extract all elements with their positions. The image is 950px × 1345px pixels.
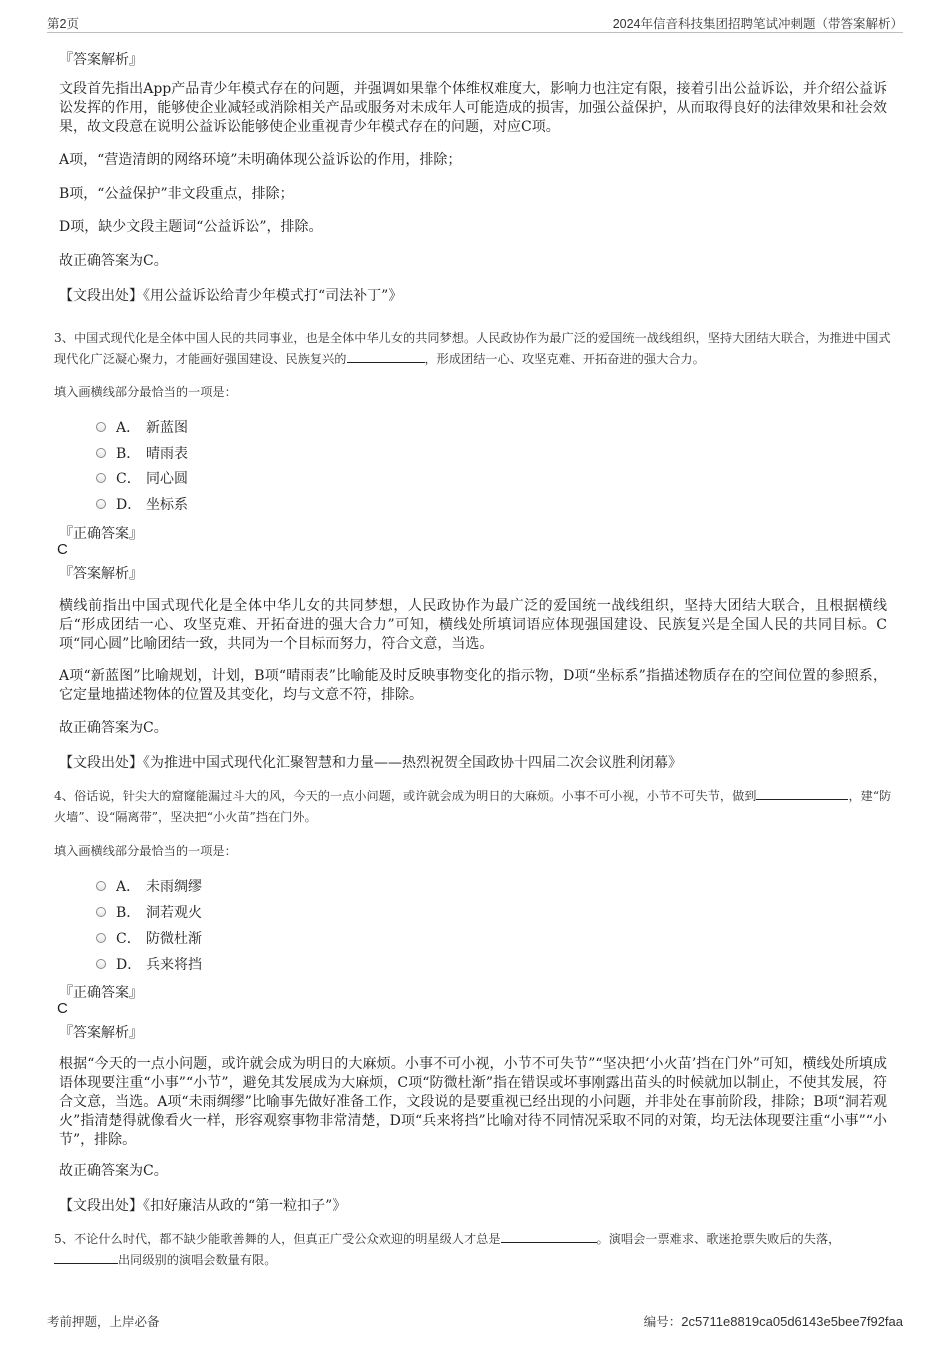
question-stem: 4、俗话说，针尖大的窟窿能漏过斗大的风，今天的一点小问题，或许就会成为明日的大麻烦。小事不可小视，小节不可失节，做到 ，建“防火墙”、设“隔离带”，坚决把“小火苗”挡在门外。	[54, 786, 894, 828]
page-number: 第2页	[47, 17, 79, 31]
radio-icon[interactable]	[96, 473, 106, 483]
analysis-paragraph: 根据“今天的一点小问题，或许就会成为明日的大麻烦。小事不可小视，小节不可失节”“坚决把‘小火苗’挡在门外”可知，横线处所填成语体现要注重“小事”“小节”，避免其发展成为大麻烦，C项“防微杜渐”指在错误或坏事刚露出苗头的时候就加以制止，不使其发展，符合文意，当选。A项“未雨绸缪”比喻事先做好准备工作，文段说的是要重视已经出现的小问题，并非处在事前阶段，排除；B项“洞若观火”指清楚得就像看火一样，形容观察事物非常清楚，D项“兵来将挡”比喻对待不同情况采取不同的对策，均无法体现要注重“小事”“小节”，排除。	[59, 1056, 887, 1148]
analysis-paragraph: 文段首先指出App产品青少年模式存在的问题，并强调如果靠个体维权难度大，影响力也注定有限，接着引出公益诉讼，并介绍公益诉讼发挥的作用，能够使企业减轻或消除相关产品或服务对未成年人可能造成的损害，加强公益保护，从而取得良好的法律效果和社会效果，故文段意在说明公益诉讼能够使企业重视青少年模式存在的问题，对应C项。	[59, 81, 887, 135]
radio-icon[interactable]	[96, 448, 106, 458]
page-header	[47, 14, 903, 33]
footer-slogan: 考前押题，上岸必备	[47, 1314, 160, 1329]
analysis-paragraph: A项，“营造清朗的网络环境”未明确体现公益诉讼的作用，排除；	[59, 152, 462, 168]
source-citation: 【文段出处】《用公益诉讼给青少年模式打“司法补丁”》	[59, 288, 403, 304]
fill-blank	[756, 786, 848, 800]
page-footer	[47, 1312, 903, 1332]
source-citation: 【文段出处】《扣好廉洁从政的“第一粒扣子”》	[59, 1198, 347, 1214]
option-b[interactable]: B． 洞若观火	[96, 902, 202, 922]
question-prompt: 填入画横线部分最恰当的一项是：	[54, 844, 237, 858]
question-stem: 5、不论什么时代，都不缺少能歌善舞的人，但真正广受公众欢迎的明星级人才总是 。演唱会一票难求、歌迷抢票失败后的失落，出同级别的演唱会数量有限。	[54, 1229, 894, 1271]
analysis-label: 『答案解析』	[59, 566, 143, 582]
option-b[interactable]: B． 晴雨表	[96, 443, 188, 463]
fill-blank	[501, 1229, 597, 1243]
analysis-label: 『答案解析』	[59, 1025, 143, 1041]
radio-icon[interactable]	[96, 881, 106, 891]
analysis-paragraph: 横线前指出中国式现代化是全体中华儿女的共同梦想，人民政协作为最广泛的爱国统一战线组织，坚持大团结大联合，且根据横线后“形成团结一心、攻坚克难、开拓奋进的强大合力”可知，横线处所填词语应体现强国建设、民族复兴是全国人民的共同目标。C项“同心圆”比喻团结一致，共同为一个目标而努力，符合文意，当选。	[59, 598, 887, 652]
document-code: 编号：2c5711e8819ca05d6143e5bee7f92faa	[643, 1314, 903, 1329]
document-title: 2024年信音科技集团招聘笔试冲刺题（带答案解析）	[612, 17, 903, 31]
analysis-label: 『答案解析』	[59, 52, 143, 68]
analysis-paragraph: D项，缺少文段主题词“公益诉讼”，排除。	[59, 219, 323, 235]
question-prompt: 填入画横线部分最恰当的一项是：	[54, 385, 237, 399]
fill-blank	[54, 1250, 118, 1264]
radio-icon[interactable]	[96, 907, 106, 917]
conclusion: 故正确答案为C。	[59, 720, 168, 736]
source-citation: 【文段出处】《为推进中国式现代化汇聚智慧和力量——热烈祝贺全国政协十四届二次会议胜利闭幕》	[59, 755, 682, 771]
radio-icon[interactable]	[96, 499, 106, 509]
conclusion: 故正确答案为C。	[59, 253, 168, 269]
correct-answer-label: 『正确答案』	[59, 985, 143, 1001]
option-d[interactable]: D． 兵来将挡	[96, 954, 202, 974]
conclusion: 故正确答案为C。	[59, 1163, 168, 1179]
option-a[interactable]: A． 新蓝图	[96, 417, 188, 437]
option-c[interactable]: C． 同心圆	[96, 468, 188, 488]
fill-blank	[347, 349, 425, 363]
correct-answer: C	[57, 1000, 68, 1017]
radio-icon[interactable]	[96, 422, 106, 432]
correct-answer: C	[57, 541, 68, 558]
option-c[interactable]: C． 防微杜渐	[96, 928, 202, 948]
option-a[interactable]: A． 未雨绸缪	[96, 876, 202, 896]
question-stem: 3、中国式现代化是全体中国人民的共同事业，也是全体中华儿女的共同梦想。人民政协作为最广泛的爱国统一战线组织，坚持大团结大联合，为推进中国式现代化广泛凝心聚力，才能画好强国建设、民族复兴的 ，形成团结一心、攻坚克难、开拓奋进的强大合力。	[54, 331, 891, 366]
radio-icon[interactable]	[96, 933, 106, 943]
analysis-paragraph: B项，“公益保护”非文段重点，排除；	[59, 186, 294, 202]
correct-answer-label: 『正确答案』	[59, 526, 143, 542]
option-d[interactable]: D． 坐标系	[96, 494, 188, 514]
analysis-paragraph: A项“新蓝图”比喻规划，计划，B项“晴雨表”比喻能及时反映事物变化的指示物，D项“坐标系”指描述物质存在的空间位置的参照系，它定量地描述物体的位置及其变化，均与文意不符，排除。	[59, 668, 887, 703]
radio-icon[interactable]	[96, 959, 106, 969]
